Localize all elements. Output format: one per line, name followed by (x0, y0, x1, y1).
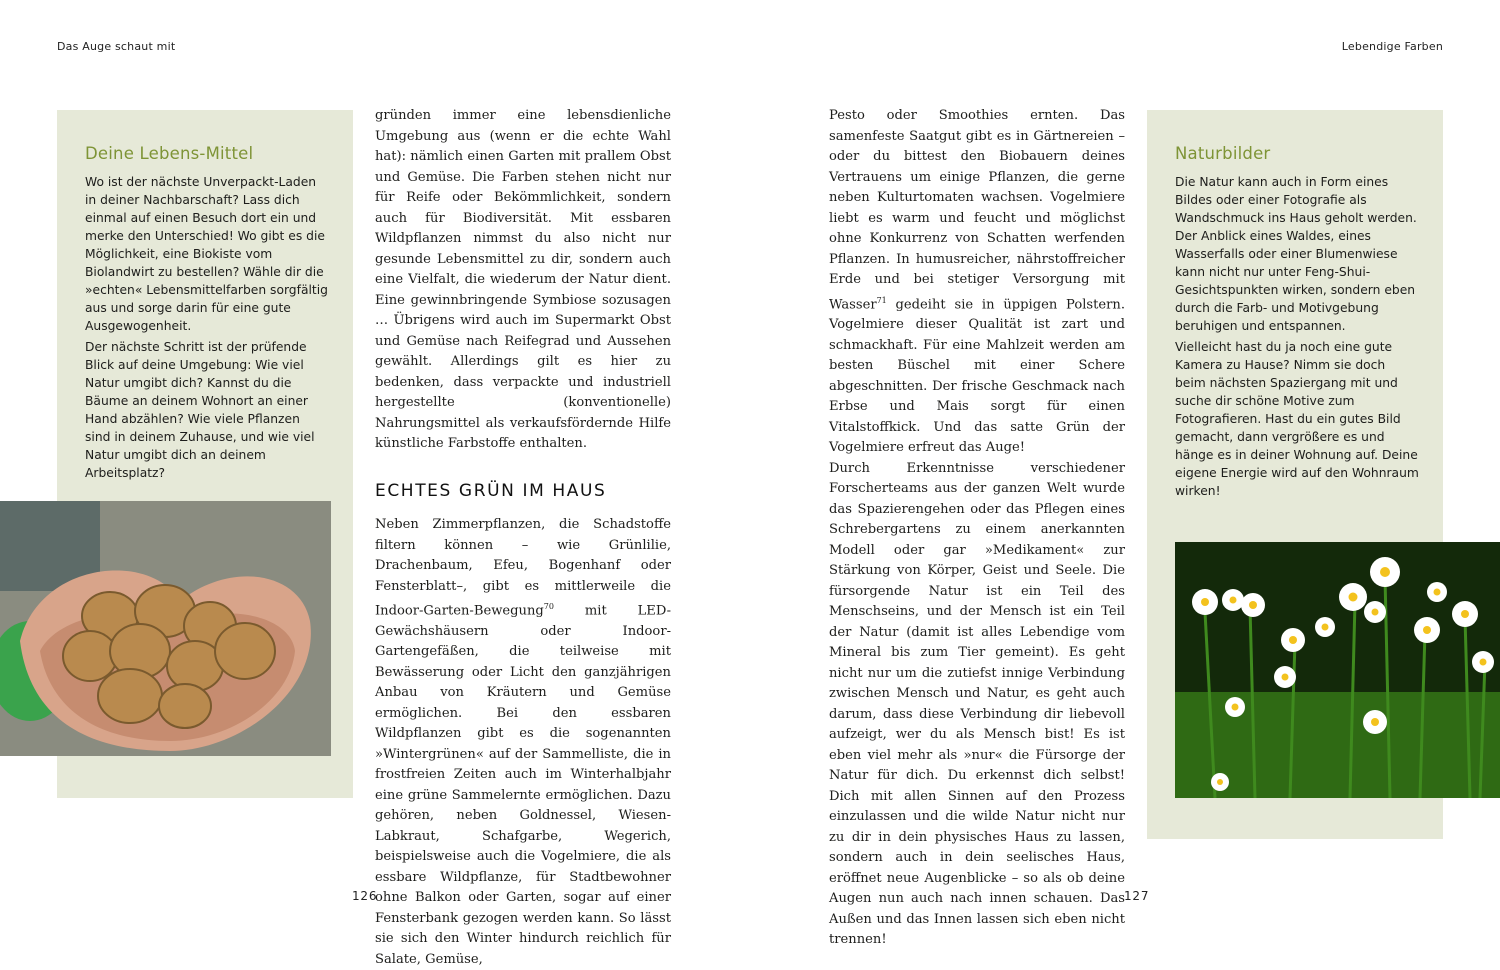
daisy-meadow-photo (1175, 542, 1500, 798)
paragraph-1-part-a: Pesto oder Smoothies ernten. Das samenfeste Saatgut gibt es in Gärtnereien – oder du bittest den Biobauern deines Vertrauens um einige Pflanzen, die gerne neben Kulturtomaten wachsen. Vogelmiere liebt es warm und feucht und möglichst ohne Konkurrenz von Schatten werfenden Pflanzen. In humusreicher, nährstoffreicher Erde und bei stetiger Versorgung mit Wasser (829, 108, 1125, 312)
right-text-column (829, 106, 1125, 951)
left-box-paragraph: Der nächste Schritt ist der prüfende Blick auf deine Umgebung: Wie viel Natur umgibt dich? Kannst du die Bäume an deinem Wohnort an einer Hand abzählen? Wie viele Pflanzen sind in deinem Zuhause, und wie viel Natur umgibt dich an deinem Arbeitsplatz? (85, 340, 315, 480)
page-number-left: 126 (352, 889, 378, 903)
right-box-paragraph: Die Natur kann auch in Form eines Bildes oder einer Fotografie als Wandschmuck ins Haus geholt werden. Der Anblick eines Waldes, eines Wasserfalls oder einer Blumenwiese kann nicht nur unter Feng-Shui-Gesichtspunkten wirken, sondern eben durch die Farb- und Motivgebung beruhigen und entspannen. (1175, 175, 1417, 333)
right-box-paragraph: Vielleicht hast du ja noch eine gute Kamera zu Hause? Nimm sie doch beim nächsten Spaziergang mit und suche dir schöne Motive zum Fotografieren. Hast du ein gutes Bild gemacht, dann vergrößere es und hänge es in deiner Wohnung auf. Deine eigene Energie wird auf den Wohnraum wirken! (1175, 340, 1419, 498)
running-head-left: Das Auge schaut mit (57, 40, 176, 53)
daisies-illustration (1175, 542, 1500, 798)
footnote-71[interactable]: 71 (876, 295, 887, 305)
left-box-title: Deine Lebens-Mittel (85, 144, 254, 163)
right-box-title: Naturbilder (1175, 144, 1271, 163)
left-box-paragraph: Wo ist der nächste Unverpackt-Laden in deiner Nachbarschaft? Lass dich einmal auf einen Besuch dort ein und merke den Unterschied! Wo gibt es die Möglichkeit, eine Biokiste vom Biolandwirt zu bestellen? Wähle dir die »echten« Lebensmittelfarben sorgfältig aus und sorge darin für eine gute Ausgewogenheit. (85, 175, 328, 333)
left-column-paragraph-2 (375, 515, 671, 970)
paragraph-2-part-a: Neben Zimmerpflanzen, die Schadstoffe filtern können – wie Grünlilie, Drachenbaum, Efeu, Bogenhanf oder Fensterblatt–, gibt es mittlerweile die Indoor-Garten-Bewegung (375, 517, 671, 619)
section-heading: ECHTES GRÜN IM HAUS (375, 480, 607, 501)
left-text-column (375, 106, 671, 970)
left-column-paragraph-1: gründen immer eine lebensdienliche Umgebung aus (wenn er die echte Wahl hat): nämlich einen Garten mit prallem Obst und Gemüse. Die Farben stehen nicht nur für Reife oder Bekömmlichkeit, sondern auch für Biodiversität. Mit essbaren Wildpflanzen nimmst du also nicht nur gesunde Lebensmittel zu dir, sondern auch eine Vielfalt, die wiederum der Natur dient. Eine gewinnbringende Symbiose sozusagen … Übrigens wird auch im Supermarkt Obst und Gemüse nach Reifegrad und Aussehen gewählt. Allerdings gilt es hier zu bedenken, dass verpackte und industriell hergestellte (konventionelle) Nahrungsmittel als verkaufsfördernde Hilfe künstliche Farbstoffe enthalten. (375, 108, 671, 451)
page-number-right: 127 (1124, 889, 1150, 903)
paragraph-1-part-b: gedeiht sie in üppigen Polstern. Vogelmiere dieser Qualität ist zart und schmackhaft. Für eine Mahlzeit werden am besten Büschel mit einer Schere abgeschnitten. Der frische Geschmack nach Erbse und Mais sorgt für einen Vitalstoffkick. Und das satte Grün der Vogelmiere erfreut das Auge! (829, 296, 1125, 456)
walnuts-in-hands-photo (0, 501, 331, 756)
running-head-right: Lebendige Farben (1341, 40, 1443, 53)
right-column-paragraph-1 (829, 106, 1125, 459)
footnote-70[interactable]: 70 (543, 602, 554, 611)
walnuts-illustration (0, 501, 331, 756)
right-column-paragraph-2: Durch Erkenntnisse verschiedener Forscherteams aus der ganzen Welt wurde das Spazierengehen oder das Pflegen eines Schrebergartens zu einem anerkannten Modell oder gar »Medikament« zur Stärkung von Körper, Geist und Seele. Die fürsorgende Natur ist ein Teil des Menschseins, und der Mensch ist ein Teil der Natur (damit ist alles Lebendige vom Mineral bis zum Tier gemeint). Es geht nicht nur um die zutiefst innige Verbindung zwischen Mensch und Natur, es geht auch darum, dass diese Verbindung dir liebevoll aufzeigt, wer du als Mensch bist! Es ist eben viel mehr als »nur« die Fürsorge der Natur für dich. Du erkennst dich selbst! Dich mit allen Sinnen auf den Prozess einzulassen und die wilde Natur nicht nur zu dir in dein physisches Haus zu lassen, sondern auch in dein seelisches Haus, eröffnet neue Augenblicke – so als ob deine Augen nun auch nach innen schauen. Das Außen und das Innen lassen sich eben nicht trennen! (829, 460, 1125, 948)
paragraph-2-part-b: mit LED-Gewächshäusern oder Indoor-Gartengefäßen, die teilweise mit Bewässerung oder Licht den ganzjährigen Anbau von Kräutern und Gemüse ermöglichen. Bei den essbaren Wildpflanzen gibt es die sogenannten »Wintergrünen« auf der Sammelliste, die in frostfreien Zeiten auch im Winterhalbjahr eine grüne Sammelernte ermöglichen. Dazu gehören, neben Goldnessel, Wiesen-Labkraut, Schafgarbe, Wegerich, beispielsweise auch die Vogelmiere, die als essbare Wildpflanze, für Stadtbewohner ohne Balkon oder Garten, sogar auf einer Fensterbank gezogen werden kann. So lässt sie sich den Winter hindurch reichlich für Salate, Gemüse, (375, 603, 671, 967)
